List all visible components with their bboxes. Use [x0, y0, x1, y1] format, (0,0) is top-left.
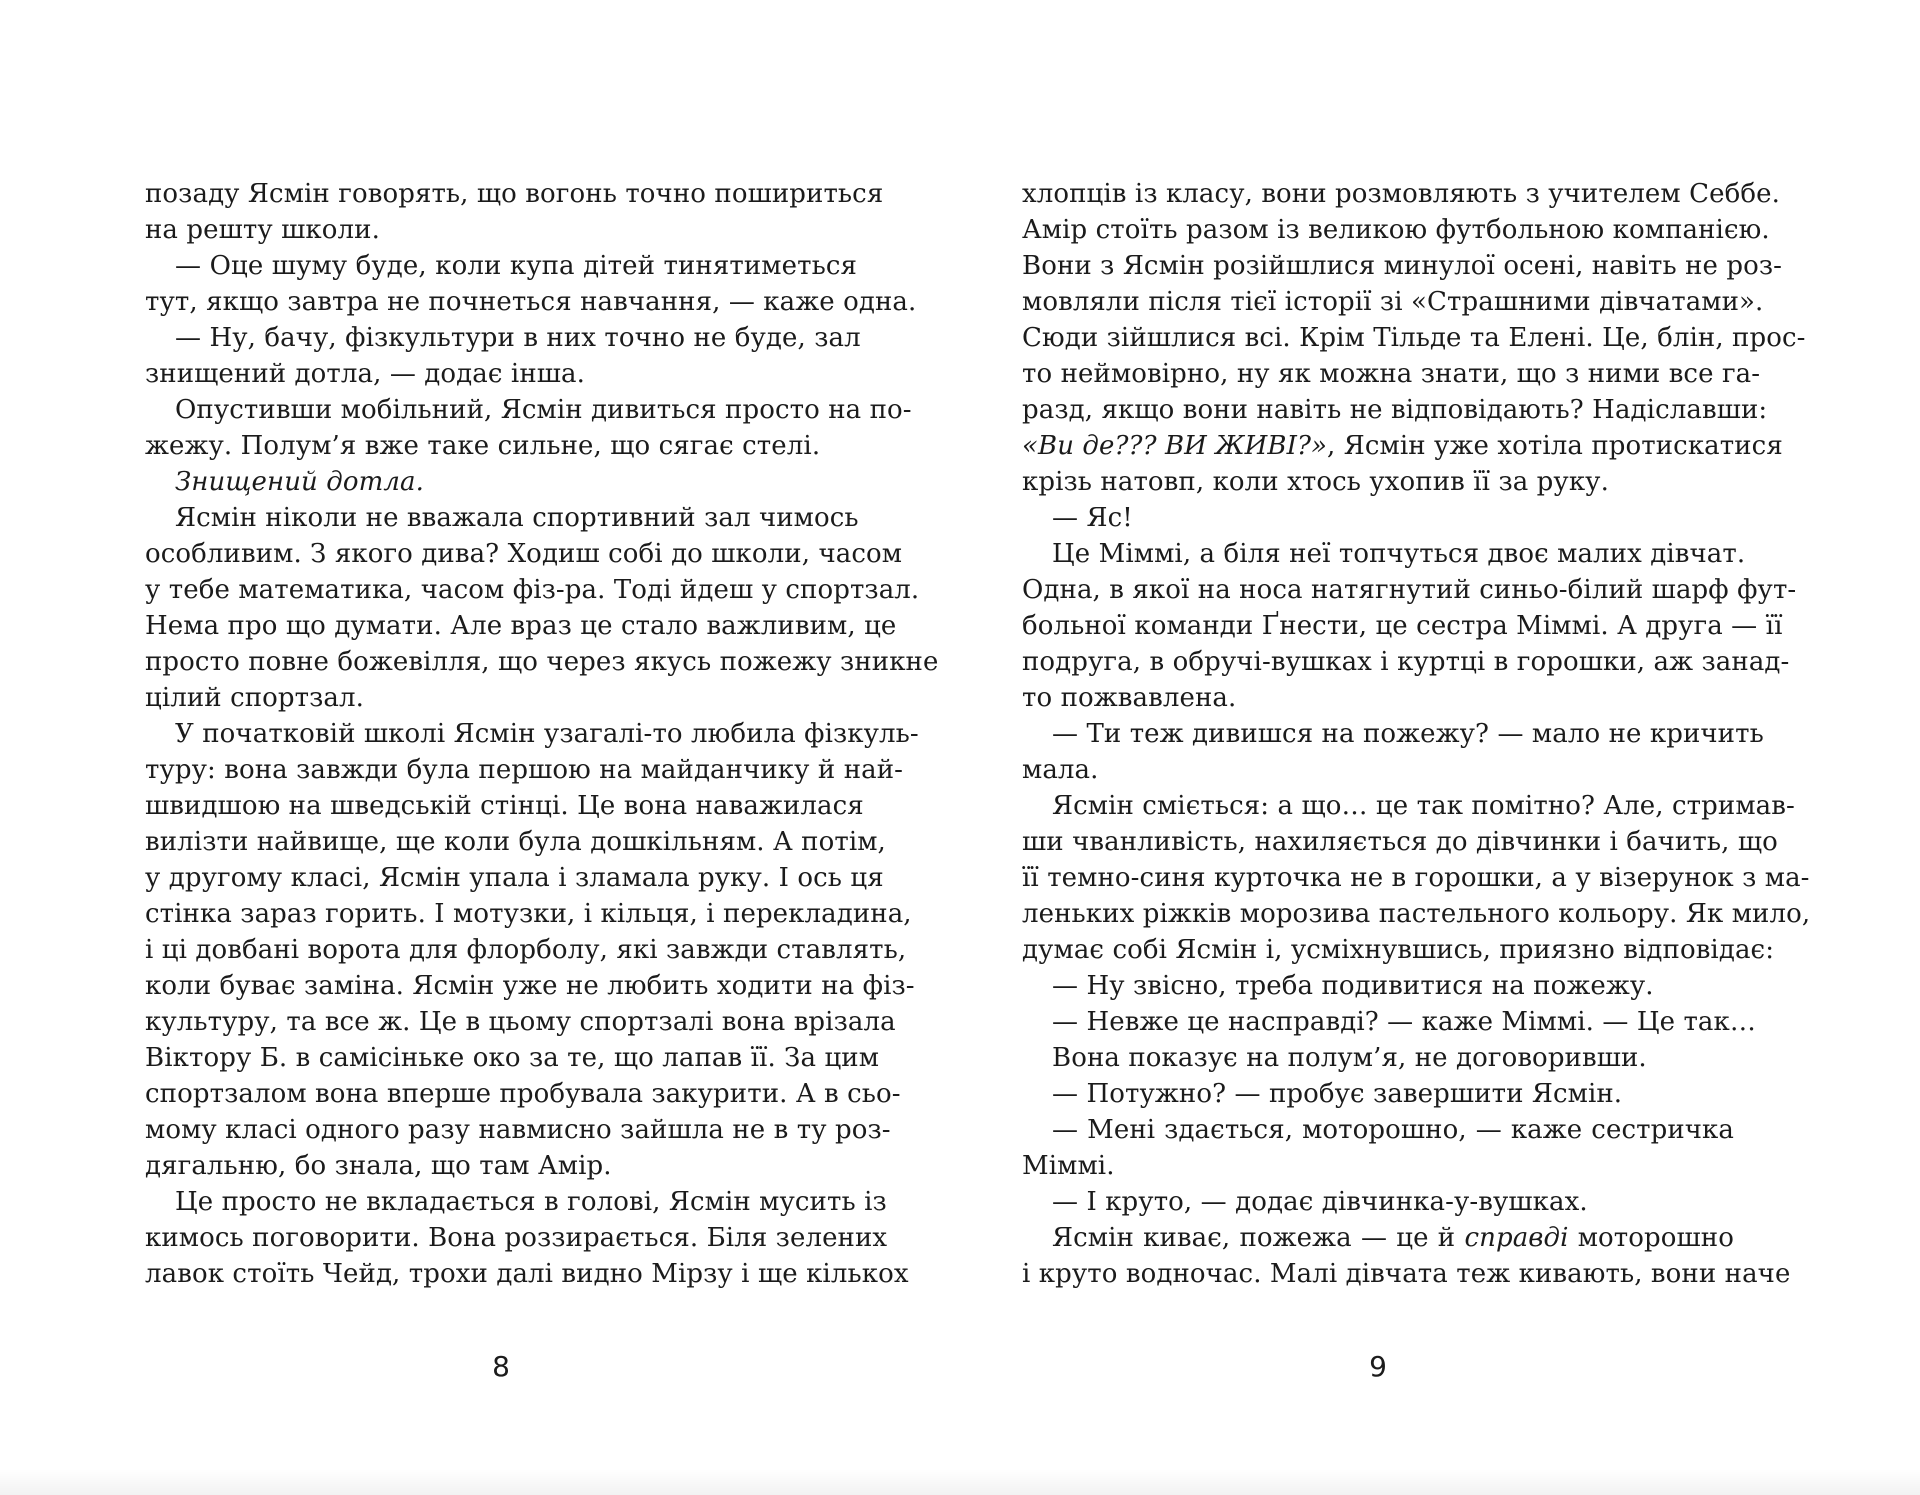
text-segment: Нема про що думати. Але враз це стало важливим, це [145, 611, 897, 641]
text-line [1022, 284, 1764, 320]
text-segment-italic: «Ви де??? ВИ ЖИВІ?» [1022, 431, 1328, 461]
text-line [145, 1256, 909, 1292]
text-segment: стінка зараз горить. І мотузки, і кільця, і перекладина, [145, 899, 912, 929]
text-line [1022, 320, 1806, 356]
text-line [1022, 932, 1775, 968]
text-line [145, 752, 904, 788]
text-line [145, 860, 884, 896]
text-segment: разд, якщо вони навіть не відповідають? Надіславши: [1022, 395, 1768, 425]
text-line [1022, 896, 1811, 932]
text-line [1022, 356, 1761, 392]
text-line [1022, 1112, 1734, 1148]
text-segment: думає собі Ясмін і, усміхнувшись, приязно відповідає: [1022, 935, 1775, 965]
text-line [145, 464, 857, 500]
page-left-text [145, 176, 939, 1292]
text-segment: Опустивши мобільний, Ясмін дивиться просто на по- [175, 395, 912, 425]
text-segment: леньких ріжків морозива пастельного кольору. Як мило, [1022, 899, 1811, 929]
text-line [145, 644, 939, 680]
text-line [145, 1004, 896, 1040]
text-line [1022, 680, 1734, 716]
text-segment: мала. [1022, 755, 1099, 785]
text-segment: У початковій школі Ясмін узагалі-то любила фізкуль- [175, 719, 919, 749]
text-line [145, 968, 915, 1004]
page-right-number: 9 [1369, 1350, 1387, 1383]
text-segment: її темно-синя курточка не в горошки, а у візерунок з ма- [1022, 863, 1810, 893]
text-segment: Вони з Ясмін розійшлися минулої осені, навіть не роз- [1022, 251, 1783, 281]
text-line [1022, 428, 1783, 464]
text-line [1022, 1256, 1791, 1292]
text-line [1022, 716, 1764, 752]
text-line [145, 176, 884, 212]
text-line [1022, 860, 1810, 896]
text-line [145, 248, 857, 284]
text-segment: на решту школи. [145, 215, 380, 245]
text-line [145, 896, 912, 932]
text-line [1022, 1220, 1734, 1256]
text-segment: у другому класі, Ясмін упала і зламала руку. І ось ця [145, 863, 884, 893]
text-segment: і круто водночас. Малі дівчата теж кивають, вони наче [1022, 1259, 1791, 1289]
text-segment: дягальню, бо знала, що там Амір. [145, 1151, 612, 1181]
text-segment: цілий спортзал. [145, 683, 365, 713]
text-segment: Ясмін сміється: а що… це так помітно? Але, стримав- [1052, 791, 1795, 821]
text-line [145, 680, 857, 716]
text-segment: мовляли після тієї історії зі «Страшними дівчатами». [1022, 287, 1764, 317]
text-segment: подруга, в обручі-вушках і куртці в горошки, аж занад- [1022, 647, 1790, 677]
text-segment: вилізти найвище, ще коли була дошкільням. А потім, [145, 827, 886, 857]
text-segment: Амір стоїть разом із великою футбольною компанією. [1022, 215, 1770, 245]
text-segment: , Ясмін уже хотіла протискатися [1327, 431, 1783, 461]
text-line [1022, 824, 1778, 860]
text-line [145, 1040, 880, 1076]
text-segment: лавок стоїть Чейд, трохи далі видно Мірзу і ще кількох [145, 1259, 909, 1289]
text-line [145, 1220, 888, 1256]
text-segment: — Мені здається, моторошно, — каже сестричка [1052, 1115, 1734, 1145]
text-segment: моторошно [1568, 1223, 1734, 1253]
text-segment: Міммі. [1022, 1151, 1115, 1181]
text-line [145, 428, 857, 464]
text-segment: особливим. З якого дива? Ходиш собі до школи, часом [145, 539, 903, 569]
text-segment: жежу. Полум’я вже таке сильне, що сягає стелі. [145, 431, 821, 461]
text-segment: знищений дотла, — додає інша. [145, 359, 585, 389]
text-line [145, 284, 917, 320]
text-line [1022, 968, 1734, 1004]
text-segment: — Ну звісно, треба подивитися на пожежу. [1052, 971, 1654, 1001]
text-segment: спортзалом вона вперше пробувала закурити. А в сьо- [145, 1079, 901, 1109]
text-segment: то пожвавлена. [1022, 683, 1237, 713]
text-segment: тут, якщо завтра не почнеться навчання, — каже одна. [145, 287, 917, 317]
text-line [1022, 1004, 1756, 1040]
text-segment: — Невже це насправді? — каже Міммі. — Це так… [1052, 1007, 1756, 1037]
text-line [1022, 248, 1783, 284]
text-line [145, 824, 886, 860]
text-segment: — Ти теж дивишся на пожежу? — мало не кричить [1052, 719, 1764, 749]
text-line [145, 1184, 887, 1220]
text-line [1022, 500, 1734, 536]
text-line [1022, 572, 1797, 608]
text-line [1022, 752, 1734, 788]
text-segment: Ясмін ніколи не вважала спортивний зал чимось [175, 503, 859, 533]
text-segment: Це просто не вкладається в голові, Ясмін мусить із [175, 1187, 887, 1217]
page-bottom-shadow [0, 1469, 1920, 1495]
text-segment: Одна, в якої на носа натягнутий синьо-білий шарф фут- [1022, 575, 1797, 605]
text-segment: Сюди зійшлися всі. Крім Тільде та Елені. Це, блін, прос- [1022, 323, 1806, 353]
text-segment: позаду Ясмін говорять, що вогонь точно пошириться [145, 179, 884, 209]
text-line [145, 932, 907, 968]
text-line [145, 1112, 891, 1148]
text-line [1022, 1184, 1734, 1220]
text-segment: — І круто, — додає дівчинка-у-вушках. [1052, 1187, 1588, 1217]
page-left-number: 8 [492, 1350, 510, 1383]
text-line [145, 788, 864, 824]
text-segment: коли буває заміна. Ясмін уже не любить ходити на фіз- [145, 971, 915, 1001]
text-segment: — Ну, бачу, фізкультури в них точно не буде, зал [175, 323, 861, 353]
text-line [145, 716, 919, 752]
text-segment: у тебе математика, часом фіз-ра. Тоді йдеш у спортзал. [145, 575, 920, 605]
text-line [145, 1076, 901, 1112]
text-line [1022, 212, 1770, 248]
text-line [1022, 644, 1790, 680]
text-segment: просто повне божевілля, що через якусь пожежу зникне [145, 647, 939, 677]
text-line [1022, 1076, 1734, 1112]
text-line [1022, 788, 1795, 824]
text-segment: — Оце шуму буде, коли купа дітей тинятиметься [175, 251, 857, 281]
text-line [145, 392, 912, 428]
text-segment-italic: Знищений дотла. [175, 467, 424, 497]
text-segment: больної команди Ґнести, це сестра Міммі. А друга — її [1022, 611, 1783, 641]
text-segment: Це Міммі, а біля неї топчуться двоє малих дівчат. [1052, 539, 1746, 569]
text-line [145, 536, 903, 572]
text-line [145, 1148, 857, 1184]
text-line [145, 500, 857, 536]
text-segment: і ці довбані ворота для флорболу, які завжди ставлять, [145, 935, 907, 965]
text-line [145, 572, 920, 608]
text-segment: туру: вона завжди була першою на майданчику й най- [145, 755, 904, 785]
text-segment: Ясмін киває, пожежа — це й [1052, 1223, 1465, 1253]
text-line [1022, 464, 1734, 500]
text-segment: — Потужно? — пробує завершити Ясмін. [1052, 1079, 1623, 1109]
text-line [145, 356, 857, 392]
text-segment: ши чванливість, нахиляється до дівчинки і бачить, що [1022, 827, 1778, 857]
text-segment: крізь натовп, коли хтось ухопив її за руку. [1022, 467, 1609, 497]
text-line [1022, 608, 1783, 644]
text-segment: — Яс! [1052, 503, 1133, 533]
text-line [145, 212, 857, 248]
text-line [1022, 392, 1768, 428]
text-line [145, 608, 897, 644]
text-segment: то неймовірно, ну як можна знати, що з ними все га- [1022, 359, 1761, 389]
text-segment: Вона показує на полум’я, не договоривши. [1052, 1043, 1647, 1073]
text-line [1022, 536, 1746, 572]
text-line [145, 320, 861, 356]
text-segment: швидшою на шведській стінці. Це вона наважилася [145, 791, 864, 821]
text-segment: культуру, та все ж. Це в цьому спортзалі вона врізала [145, 1007, 896, 1037]
text-segment: кимось поговорити. Вона роззирається. Біля зелених [145, 1223, 888, 1253]
text-segment: хлопців із класу, вони розмовляють з учителем Себбе. [1022, 179, 1780, 209]
text-segment: Віктору Б. в самісіньке око за те, що лапав її. За цим [145, 1043, 880, 1073]
text-line [1022, 176, 1780, 212]
text-line [1022, 1040, 1734, 1076]
page-right-text [1022, 176, 1811, 1292]
text-line [1022, 1148, 1734, 1184]
text-segment: мому класі одного разу навмисно зайшла не в ту роз- [145, 1115, 891, 1145]
text-segment-italic: справді [1464, 1223, 1569, 1253]
